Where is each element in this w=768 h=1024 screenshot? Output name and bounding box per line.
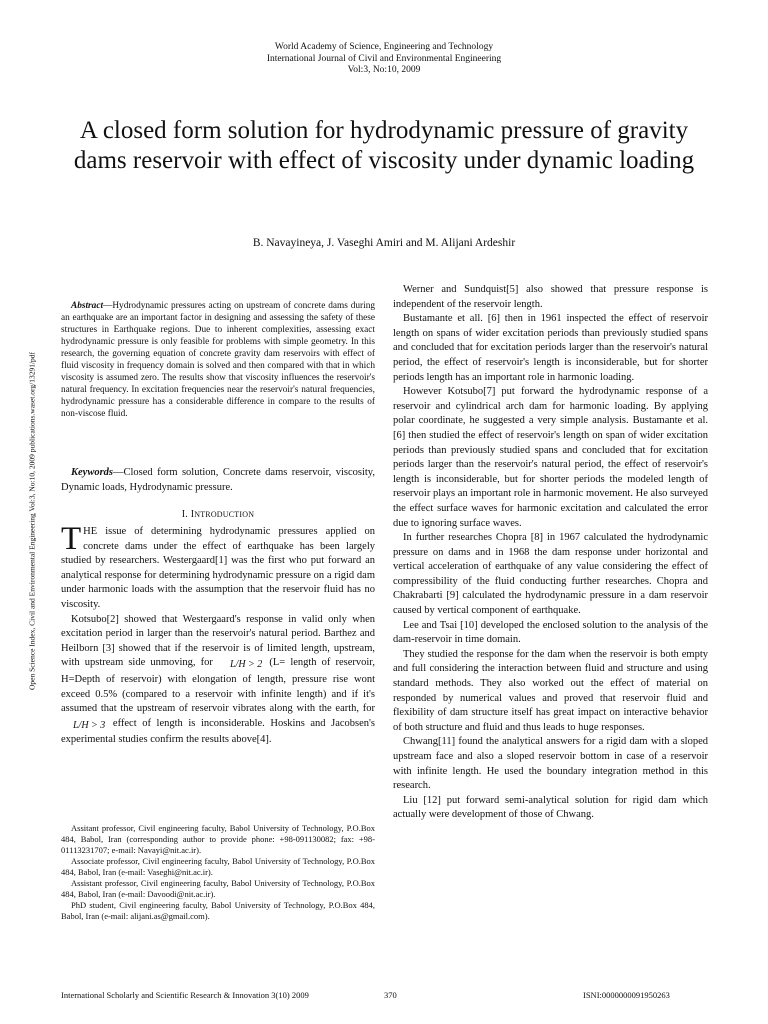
intro-p1-text: HE issue of determining hydrodynamic pressures applied on concrete dams under the effect of earthquake has been largely studied by researchers. Westergaard[1] was the first who put forward an analytical response for determining hydrodynamic pressure on a rigid dam under harmonic loads with the assumption that the reservoir fluid has no viscosity. [61, 526, 375, 610]
footer-page-number: 370 [384, 990, 397, 1000]
section-heading-introduction [61, 509, 375, 520]
introduction-body [61, 521, 376, 748]
right-paragraph: Liu [12] put forward semi-analytical solution for rigid dam which actually were development of those of Chwang. [393, 794, 708, 821]
footnote: PhD student, Civil engineering faculty, Babol University of Technology, P.O.Box 484, Babol, Iran (e-mail: alijani.as@gmail.com). [61, 900, 375, 921]
intro-p2a-text: Kotsubo[2] showed that Westergaard's response in valid only when excitation period in larger than the reservoir's natural period. Barthez and Heilborn [3] showed that if the reservoir is of limited length, upstream, with upstream side unmoving, for [61, 613, 375, 669]
keywords [61, 466, 375, 495]
footer-isni: ISNI:0000000091950263 [583, 990, 670, 1000]
intro-p2c-text: effect of length is inconsiderable. Hoskins and Jacobsen's experimental studies confirm the results above[4]. [61, 717, 376, 746]
sidebar-index-label: Open Science Index, Civil and Environmental Engineering Vol:3, No:10, 2009 publications.waset.org/13291/pdf [27, 351, 37, 691]
section-title-initial: I [190, 509, 195, 520]
keywords-text: —Closed form solution, Concrete dams reservoir, viscosity, Dynamic loads, Hydrodynamic pressure. [61, 467, 375, 493]
right-column-body [393, 283, 708, 823]
footnote: Associate professor, Civil engineering faculty, Babol University of Technology, P.O.Box 484, Babol, Iran (e-mail: Vaseghi@nit.ac.ir). [61, 856, 375, 877]
intro-paragraph-1 [61, 521, 375, 613]
sidebar-index-text [24, 343, 40, 700]
footer-publisher: International Scholarly and Scientific Research & Innovation 3(10) 2009 [61, 990, 309, 1000]
right-paragraph: Chwang[11] found the analytical answers for a rigid dam with a sloped upstream face and also a sloped reservoir bottom in case of a reservoir with infinite length. He used the boundary integration method in this research. [393, 736, 708, 792]
ratio-formula-2: L/H > 3 [73, 719, 106, 731]
abstract [61, 300, 375, 420]
right-paragraph: Lee and Tsai [10] developed the enclosed solution to the analysis of the dam-reservoir in time domain. [393, 619, 708, 646]
journal-header-line3: Vol:3, No:10, 2009 [347, 65, 421, 75]
ratio-formula-1: L/H > 2 [229, 659, 263, 671]
intro-paragraph-2 [61, 613, 375, 748]
journal-header-line1: World Academy of Science, Engineering and Technology [274, 42, 494, 52]
section-number: I. [181, 509, 188, 520]
footnote: Assistant professor, Civil engineering faculty, Babol University of Technology, P.O.Box 484, Babol, Iran (e-mail: Davoodi@nit.ac.ir). [61, 878, 375, 899]
author-footnotes [61, 823, 375, 922]
right-paragraph: Bustamante et all. [6] then in 1961 inspected the effect of reservoir length on spans of wider excitation periods than previously studied spans and concluded that for excitation periods larger than the reservoir's natural period, the effect of reservoir's length is inconsiderable, but for shorter periods length has an important role in harmonic loading. [393, 313, 708, 383]
abstract-label: Abstract [71, 301, 104, 311]
right-paragraph: Werner and Sundquist[5] also showed that pressure response is independent of the reservoir length. [393, 284, 708, 310]
authors: B. Navayineya, J. Vaseghi Amiri and M. Alijani Ardeshir [252, 237, 516, 249]
paper-title: A closed form solution for hydrodynamic pressure of gravity dams reservoir with effect of viscosity under dynamic loading [73, 117, 695, 174]
right-paragraph: They studied the response for the dam when the reservoir is both empty and full considering the interaction between fluid and structure and using standard methods. They also worked out the effect of material on responded by numerical values and proved that reservoir fluid and flexibility of dam structure itself has great impact on interactive behavior of both structure and fluid and thus leads to huge responses. [393, 648, 708, 733]
right-paragraph: However Kotsubo[7] put forward the hydrodynamic response of a reservoir and cylindrical arch dam for harmonic loading. By applying polar coordinate, he suggested a very simple analysis. Bustamante et al. [6] then studied the effect of reservoir's length on span of wider excitation periods than previously studied spans and concluded that for excitation periods larger than the reservoir's natural period, the effect of reservoir's length is inconsiderable, but for shorter periods the modeled length of reservoir plays an important role in harmonic movement. He also surveyed the effect surface waves for harmonic excitation and calculated the error due to ignoring surface waves. [393, 386, 708, 529]
right-paragraph: In further researches Chopra [8] in 1967 calculated the hydrodynamic pressure on dams and in 1968 the dam response under horizontal and vertical acceleration of earthquake of any value considering the effect of compressibility of the fluid conducting further researches. Chopra and Chakrabarti [9] calculated the hydrodynamic pressure in a dam reservoir caused by vertical component of earthquake. [393, 532, 708, 617]
footnote: Assitant professor, Civil engineering faculty, Babol University of Technology, P.O.Box 484, Babol, Iran (corresponding author to provide phone: +98-091130082; fax: +98-01113231707; e-mail: Navayi@nit.ac.ir). [61, 823, 375, 855]
section-title-rest: NTRODUCTION [194, 510, 255, 519]
dropcap: T [61, 521, 82, 557]
keywords-label: Keywords [71, 467, 113, 478]
abstract-text: —Hydrodynamic pressures acting on upstream of concrete dams during an earthquake are an important factor in designing and assessing the safety of these structures in Earthquake regions. Due to inherent complexities, assessing exact hydrodynamic pressure is only feasible for problems with simple geometry. In this research, the governing equation of concrete gravity dam reservoirs with effect of fluid viscosity in frequency domain is solved and then compared with that in which viscosity is assumed zero. The results show that viscosity influences the reservoir's natural frequency. In excitation frequencies near the reservoir's natural frequencies, hydrodynamic pressure has a considerable difference in compare to the results of non-viscose fluid. [61, 301, 375, 419]
journal-header [0, 42, 768, 77]
journal-header-line2: International Journal of Civil and Environmental Engineering [266, 53, 502, 64]
intro-p2b-text: (L= length of reservoir, H=Depth of reservoir) with elongation of length, pressure rise wont exceed 0.5% (compared to a reservoir with infinite length) and if it's assumed that the upstream of reservoir vibrates along with the earth, for [61, 657, 376, 715]
